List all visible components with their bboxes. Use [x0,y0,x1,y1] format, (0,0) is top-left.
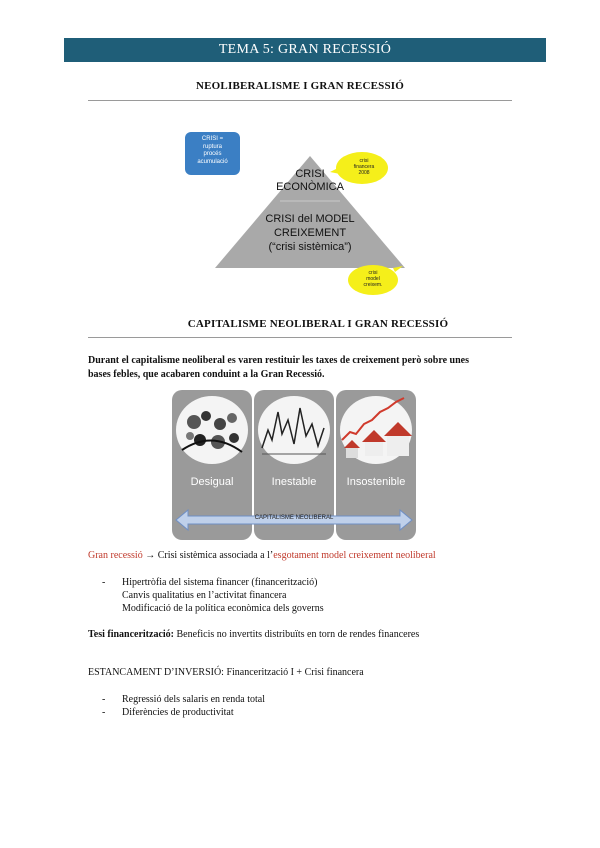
gran-recessio-term: Gran recessió [88,550,143,561]
box-line: procés [203,151,222,157]
box-line: ruptura [202,143,222,150]
section-divider [88,337,512,338]
list-item [102,693,542,706]
list-item-text: Hipertròfia del sistema financer (financerització) [122,577,318,588]
bubble-line: crisi [368,270,378,276]
list-item [102,602,542,615]
section-divider [88,100,512,101]
crowd-illustration-icon [172,390,252,470]
arrow-label: CAPITALISME NEOLIBERAL [254,515,334,521]
pyramid-middle-text [230,212,390,254]
intro-paragraph [88,354,528,382]
section-heading-capitalisme: CAPITALISME NEOLIBERAL I GRAN RECESSIÓ [187,318,449,330]
gran-recessio-highlight: esgotament model creixement neoliberal [273,550,436,561]
gran-recessio-line [88,549,548,563]
bubble-line: 2008 [358,170,370,176]
section-heading-neoliberalisme: NEOLIBERALISME I GRAN RECESSIÓ [195,80,405,92]
intro-line: Durant el capitalisme neoliberal es varen restituir les taxes de creixement però sobre unes [88,355,469,366]
bubble-line: creixem. [363,282,383,288]
pyramid-mid-line: CREIXEMENT [273,227,347,239]
arrow-glyph: → [145,550,156,561]
list-item-text: Regressió dels salaris en renda total [122,694,266,705]
houses-growth-icon [336,390,416,470]
bubble-line: model [366,276,380,282]
pyramid-mid-line: CRISI del MODEL [265,213,355,225]
callout-bubble-bottom-text [352,270,394,288]
list-dash: - [102,707,106,718]
estancament-list [102,693,542,719]
estancament-line: ESTANCAMENT D’INVERSIÓ: Financerització I + Crisi financera [88,667,364,678]
capitalism-panels-figure [172,390,416,540]
box-line: acumulació [197,158,228,165]
list-item-text: Modificació de la política econòmica dels governs [122,603,324,614]
list-dash: - [102,694,106,705]
bubble-line: crisi [359,158,369,164]
page-banner-title: TEMA 5: GRAN RECESSIÓ [64,38,546,62]
tesi-text: Beneficis no invertits distribuïts en torn de rendes financeres [174,629,420,640]
list-item [102,589,542,602]
pyramid-top-line: ECONÒMICA [276,181,344,193]
tesi-line [88,628,548,642]
financeritzacio-list [102,576,542,615]
list-item-text: Diferències de productivitat [122,707,234,718]
panel-label: Insostenible [346,476,406,488]
intro-line: bases febles, que acabaren conduint a la Gran Recessió. [88,369,325,380]
list-item [102,576,542,589]
box-line: CRISI = [201,136,224,142]
tesi-label: Tesi financerització: [88,629,175,640]
pyramid-mid-line: (“crisi sistèmica”) [268,241,352,253]
bubble-line: financera [353,164,375,170]
panel-label: Inestable [271,476,317,488]
pyramid-top-line: CRISI [295,168,325,180]
stock-chart-icon [254,390,334,470]
callout-bubble-top-text [342,158,386,176]
gran-recessio-text: Crisi sistèmica associada a l’ [155,550,274,561]
panel-label: Desigual [190,476,234,488]
list-dash: - [102,577,106,588]
list-item-text: Canvis qualitatius en l’activitat financera [122,590,287,601]
list-item [102,706,542,719]
